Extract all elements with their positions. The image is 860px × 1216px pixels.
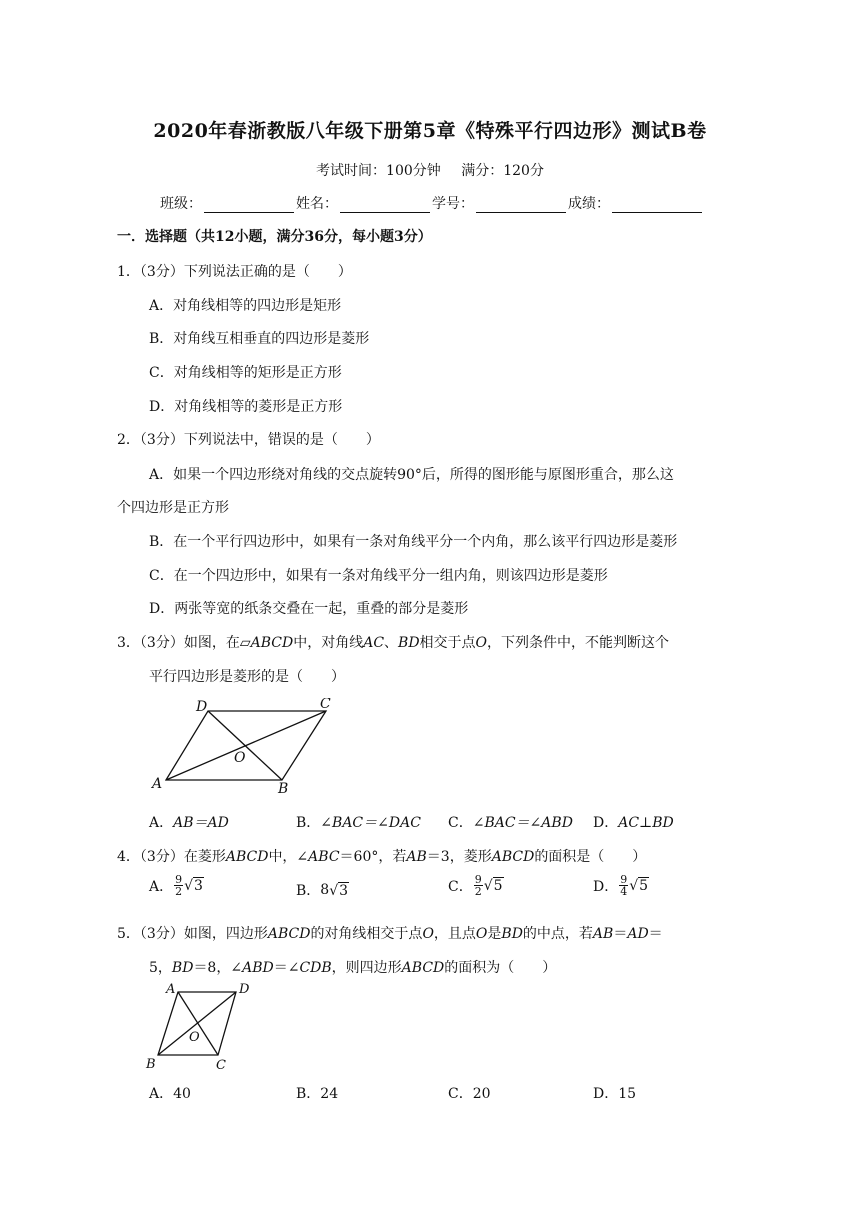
q3-var: ABCD (250, 635, 294, 651)
q3-stem-line1 (117, 632, 669, 652)
q3-label-c: C (320, 698, 331, 712)
q1-option-d: D．对角线相等的菱形是正方形 (149, 399, 343, 415)
q4-var: ABCD (491, 849, 535, 865)
q5-option-c: C．20 (448, 1086, 491, 1102)
q4-option-d-fraction (619, 874, 628, 897)
q5-quadrilateral-figure (142, 980, 262, 1075)
q3-var: BD (398, 635, 420, 651)
q3-option-c-prefix: C． (448, 815, 473, 831)
q4-option-a-sqrt (184, 877, 204, 894)
q5-text: 是 (487, 926, 502, 942)
q5-var: ABD (242, 960, 274, 976)
q4-option-c-prefix: C． (448, 878, 473, 895)
q3-option-b-value: ∠BAC＝∠DAC (320, 815, 421, 831)
sqrt-icon: √ (329, 882, 339, 899)
q3-text: 中，对角线 (293, 635, 364, 651)
q4-option-a-prefix: A． (149, 878, 174, 895)
q3-var: AC (363, 635, 385, 651)
full-score: 满分：120分 (461, 163, 544, 179)
sqrt-radicand: 5 (493, 878, 503, 894)
q3-stem-line2: 平行四边形是菱形的是（ ） (149, 669, 345, 685)
q3-parallelogram-figure (148, 698, 348, 796)
q3-option-d-value: AC⊥BD (618, 815, 674, 831)
q3-text: ，下列条件中，不能判断这个 (487, 635, 670, 651)
q3-text: 3．（3分）如图，在▱ (117, 635, 251, 651)
q3-label-d: D (196, 699, 208, 715)
q5-var: BD (171, 960, 194, 976)
q5-var: O (475, 926, 488, 942)
sqrt-icon: √ (483, 878, 493, 894)
field-id-blank (476, 198, 566, 213)
q5-var: ABCD (401, 960, 445, 976)
field-score-blank (612, 198, 702, 213)
q3-diagonal-bd (208, 711, 282, 780)
fraction-denominator: 4 (620, 885, 628, 898)
q2-option-a-line2: 个四边形是正方形 (117, 500, 229, 516)
q4-option-d-sqrt (629, 877, 649, 894)
exam-subtitle (0, 160, 860, 180)
q5-text: ＝8，∠ (193, 960, 243, 976)
q3-option-d (593, 812, 674, 832)
q5-var: CDB (299, 960, 332, 976)
q1-option-a: A．对角线相等的四边形是矩形 (149, 298, 342, 314)
q4-option-b (296, 880, 349, 900)
q5-stem-line2 (149, 957, 556, 977)
q3-option-a (149, 812, 229, 832)
q4-text: 中，∠ (268, 849, 309, 865)
field-class-blank (204, 198, 294, 213)
sqrt-radicand: 5 (639, 878, 649, 894)
sqrt-radicand: 3 (339, 882, 349, 899)
q4-option-c-sqrt (484, 877, 504, 894)
q1-option-b: B．对角线互相垂直的四边形是菱形 (149, 331, 370, 347)
q5-var: AB (592, 926, 614, 942)
q4-option-a (149, 874, 204, 897)
q5-var: BD (501, 926, 523, 942)
sqrt-icon: √ (629, 878, 639, 894)
q5-text: 的中点，若 (522, 926, 593, 942)
q5-text: 5， (149, 960, 172, 976)
exam-time: 考试时间：100分钟 (316, 163, 441, 179)
q5-label-o: O (189, 1030, 200, 1045)
q5-text: 的面积为（ ） (444, 960, 557, 976)
q5-var: AD (627, 926, 649, 942)
q4-option-b-sqrt (329, 882, 349, 899)
field-name-blank (340, 198, 430, 213)
q5-text: ，则四边形 (331, 960, 402, 976)
q4-text: 的面积是（ ） (534, 849, 647, 865)
q2-option-c: C．在一个四边形中，如果有一条对角线平分一组内角，则该四边形是菱形 (149, 568, 608, 584)
q3-option-d-prefix: D． (593, 815, 619, 831)
q3-option-b (296, 812, 421, 832)
fraction-numerator: 9 (474, 873, 482, 886)
q3-var: O (475, 635, 488, 651)
q3-text: 相交于点 (419, 635, 476, 651)
q5-option-d: D．15 (593, 1086, 637, 1102)
q4-stem (117, 846, 646, 866)
q4-var: AB (406, 849, 427, 865)
q5-label-d: D (239, 982, 250, 997)
q5-option-a: A．40 (149, 1086, 191, 1102)
q3-diagonal-ac (166, 711, 326, 780)
fraction-numerator: 9 (175, 873, 183, 886)
field-class-label: 班级： (160, 196, 202, 212)
q5-text: ＝ (648, 926, 663, 942)
q4-option-a-fraction (174, 874, 183, 897)
q1-stem: 1．（3分）下列说法正确的是（ ） (117, 264, 352, 280)
q5-text: ，且点 (433, 926, 476, 942)
q5-text: 的对角线相交于点 (310, 926, 423, 942)
q5-diagonal-bd (158, 992, 236, 1055)
fraction-denominator: 2 (474, 885, 482, 898)
section-title: 一．选择题（共12小题，满分36分，每小题3分） (117, 229, 432, 245)
q4-text: ＝60°，若 (339, 849, 407, 865)
q3-option-c (448, 812, 573, 832)
field-id-label: 学号： (432, 196, 474, 212)
q3-label-a: A (152, 776, 163, 792)
q3-option-a-prefix: A． (149, 815, 174, 831)
q4-option-b-prefix: B． (296, 883, 321, 899)
q4-option-c-fraction (474, 874, 483, 897)
q5-label-b: B (146, 1057, 156, 1072)
q4-option-b-coefficient: 8 (320, 882, 330, 898)
q5-label-a: A (166, 982, 176, 997)
q3-option-c-value: ∠BAC＝∠ABD (472, 815, 573, 831)
field-name-label: 姓名： (296, 196, 338, 212)
q4-option-d-prefix: D． (593, 878, 619, 895)
student-info-row (160, 193, 704, 213)
q5-stem-line1 (117, 923, 663, 943)
q2-option-d: D．两张等宽的纸条交叠在一起，重叠的部分是菱形 (149, 601, 469, 617)
q5-label-c: C (216, 1058, 226, 1073)
q5-var: ABCD (267, 926, 311, 942)
fraction-numerator: 9 (620, 873, 628, 886)
field-score-label: 成绩： (568, 196, 610, 212)
q2-stem: 2．（3分）下列说法中，错误的是（ ） (117, 432, 380, 448)
q4-var: ABC (308, 849, 340, 865)
sqrt-radicand: 3 (194, 878, 203, 894)
q5-text: 5．（3分）如图，四边形 (117, 926, 268, 942)
q1-option-c: C．对角线相等的矩形是正方形 (149, 365, 342, 381)
q3-option-a-value: AB＝AD (173, 815, 229, 831)
q5-option-b: B．24 (296, 1086, 339, 1102)
q3-text: 、 (384, 635, 399, 651)
q3-option-b-prefix: B． (296, 815, 321, 831)
q3-label-o: O (234, 750, 246, 766)
q5-var: O (422, 926, 434, 942)
q4-option-d (593, 874, 649, 897)
fraction-denominator: 2 (175, 885, 183, 898)
q5-text: ＝∠ (273, 960, 300, 976)
q4-var: ABCD (225, 849, 269, 865)
q3-label-b: B (278, 781, 289, 796)
sqrt-icon: √ (184, 878, 194, 894)
q2-option-a-line1: A．如果一个四边形绕对角线的交点旋转90°后，所得的图形能与原图形重合，那么这 (149, 467, 674, 483)
q4-text: 4．（3分）在菱形 (117, 849, 226, 865)
q4-text: ＝3，菱形 (426, 849, 492, 865)
q2-option-b: B．在一个平行四边形中，如果有一条对角线平分一个内角，那么该平行四边形是菱形 (149, 534, 678, 550)
q4-option-c (448, 874, 504, 897)
exam-title: 2020年春浙教版八年级下册第5章《特殊平行四边形》测试B卷 (153, 120, 707, 142)
q5-text: ＝ (613, 926, 628, 942)
